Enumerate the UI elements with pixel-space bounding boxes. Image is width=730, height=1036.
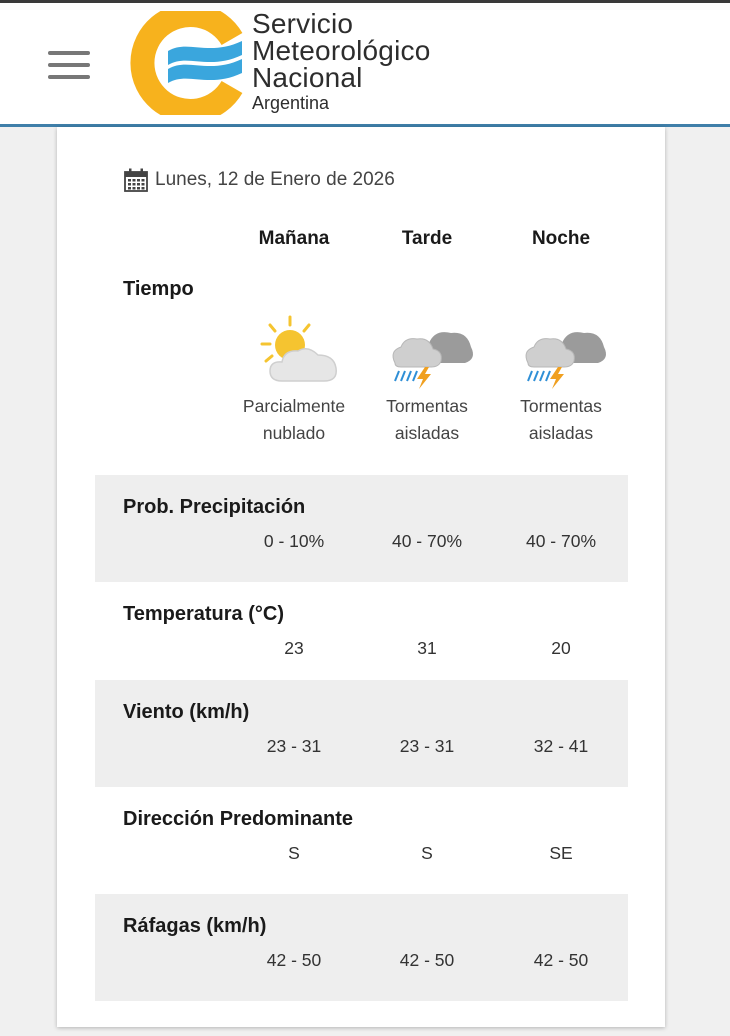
row-temperature — [95, 582, 628, 689]
row-value: S — [288, 843, 300, 863]
date-text: Lunes, 12 de Enero de 2026 — [155, 169, 395, 190]
weather-desc-tarde — [360, 393, 494, 447]
weather-desc-noche — [494, 393, 628, 447]
calendar-icon — [123, 167, 149, 193]
row-value: 23 - 31 — [399, 736, 455, 756]
period-manana: Mañana — [258, 228, 330, 249]
weather-desc-line: Tormentas — [386, 396, 468, 416]
row-value: 23 - 31 — [266, 736, 322, 756]
row-label: Prob. Precipitación — [123, 496, 306, 518]
hamburger-menu-icon[interactable] — [46, 47, 92, 83]
row-value: 0 - 10% — [263, 531, 325, 551]
row-wind-direction — [95, 787, 628, 894]
row-precipitation — [95, 475, 628, 582]
weather-desc-line: aisladas — [394, 423, 460, 443]
weather-desc-manana — [227, 393, 361, 447]
row-value: 31 — [417, 638, 437, 658]
period-noche: Noche — [531, 228, 591, 249]
smn-logo-icon[interactable] — [128, 11, 246, 115]
row-value: 42 - 50 — [399, 950, 455, 970]
row-value: 42 - 50 — [266, 950, 322, 970]
forecast-card — [57, 127, 665, 1027]
row-gusts — [95, 894, 628, 1001]
weather-desc-line: nublado — [262, 423, 326, 443]
logo-line-4: Argentina — [252, 93, 330, 113]
row-value: 23 — [284, 638, 304, 658]
period-tarde: Tarde — [401, 228, 453, 249]
row-value: SE — [549, 843, 573, 863]
row-value: 40 - 70% — [391, 531, 463, 551]
logo-text[interactable] — [252, 10, 430, 114]
row-value: 42 - 50 — [533, 950, 589, 970]
site-header — [0, 3, 730, 125]
logo-line-1: Servicio — [252, 8, 354, 39]
weather-desc-line: aisladas — [528, 423, 594, 443]
thunderstorm-icon — [387, 311, 477, 391]
thunderstorm-icon — [520, 311, 610, 391]
row-value: 32 - 41 — [533, 736, 589, 756]
logo-line-2: Meteorológico — [252, 35, 431, 66]
row-value: 20 — [551, 638, 571, 658]
row-label: Ráfagas (km/h) — [123, 915, 267, 937]
row-label: Viento (km/h) — [123, 701, 250, 723]
weather-desc-line: Tormentas — [520, 396, 602, 416]
row-wind — [95, 680, 628, 787]
weather-desc-line: Parcialmente — [242, 396, 346, 416]
tiempo-label: Tiempo — [123, 278, 194, 300]
logo-line-3: Nacional — [252, 62, 363, 93]
row-value: 40 - 70% — [525, 531, 597, 551]
row-label: Dirección Predominante — [123, 808, 354, 830]
row-value: S — [421, 843, 433, 863]
partly-cloudy-icon — [252, 311, 342, 391]
forecast-date — [123, 167, 395, 193]
row-label: Temperatura (°C) — [123, 603, 284, 625]
